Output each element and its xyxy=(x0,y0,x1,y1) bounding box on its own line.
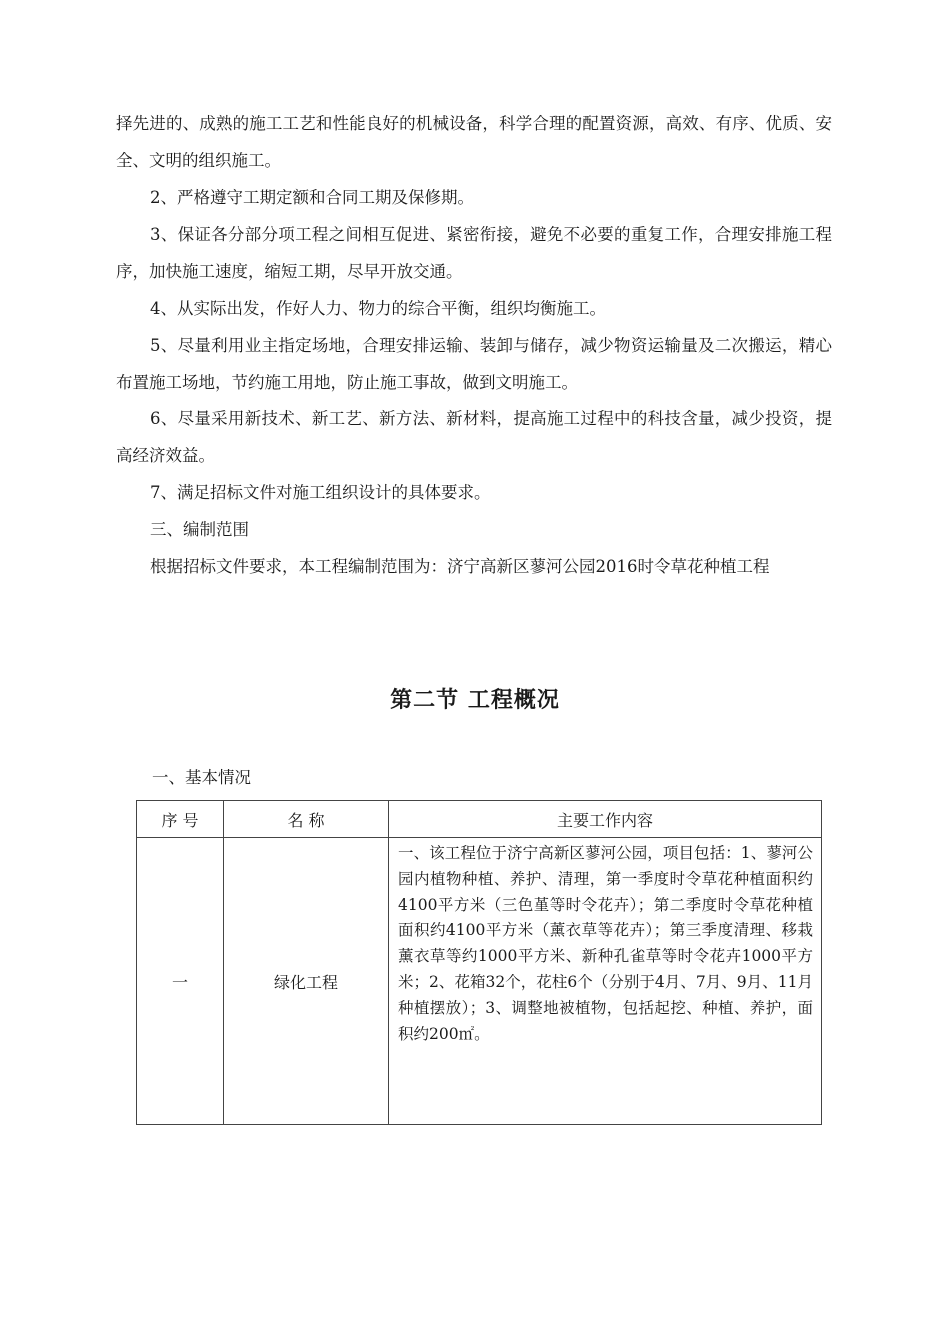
paragraph-item-2: 2、严格遵守工期定额和合同工期及保修期。 xyxy=(150,188,474,207)
header-content: 主要工作内容 xyxy=(389,801,822,838)
paragraph-item-7: 7、满足招标文件对施工组织设计的具体要求。 xyxy=(150,483,491,502)
paragraph-continued: 择先进的、成熟的施工工艺和性能良好的机械设备，科学合理的配置资源，高效、有序、优质、安全、文明的组织施工。 xyxy=(116,114,832,170)
section-title: 第二节 工程概况 xyxy=(390,687,560,713)
paragraph-item-4: 4、从实际出发，作好人力、物力的综合平衡，组织均衡施工。 xyxy=(150,299,606,318)
paragraph-item-5: 5、尽量利用业主指定场地，合理安排运输、装卸与储存，减少物资运输量及二次搬运，精心布置施工场地，节约施工用地，防止施工事故，做到文明施工。 xyxy=(116,336,832,392)
table-row xyxy=(137,838,822,1125)
table-header-row xyxy=(137,801,822,838)
header-name: 名 称 xyxy=(224,801,389,838)
cell-number: 一 xyxy=(137,838,224,1125)
section-heading-scope: 三、编制范围 xyxy=(150,520,249,539)
paragraph-scope: 根据招标文件要求，本工程编制范围为：济宁高新区蓼河公园2016时令草花种植工程 xyxy=(150,557,770,576)
cell-name: 绿化工程 xyxy=(224,838,389,1125)
header-number: 序 号 xyxy=(137,801,224,838)
subheading-basic-info: 一、基本情况 xyxy=(152,768,251,787)
cell-content: 一、该工程位于济宁高新区蓼河公园，项目包括：1、蓼河公园内植物种植、养护、清理，第一季度时令草花种植面积约4100平方米（三色堇等时令花卉）；第二季度时令草花种植面积约4100平方米（薰衣草等花卉）；第三季度清理、移栽薰衣草等约1000平方米、新种孔雀草等时令花卉1000平方米；2、花箱32个，花柱6个（分别于4月、7月、9月、11月种植摆放）；3、调整地被植物，包括起挖、种植、养护，面积约200㎡。 xyxy=(389,838,822,1125)
paragraph-item-6: 6、尽量采用新技术、新工艺、新方法、新材料，提高施工过程中的科技含量，减少投资，提高经济效益。 xyxy=(116,409,832,465)
project-table xyxy=(136,800,822,1125)
paragraph-item-3: 3、保证各分部分项工程之间相互促进、紧密衔接，避免不必要的重复工作，合理安排施工程序，加快施工速度，缩短工期，尽早开放交通。 xyxy=(116,225,832,281)
